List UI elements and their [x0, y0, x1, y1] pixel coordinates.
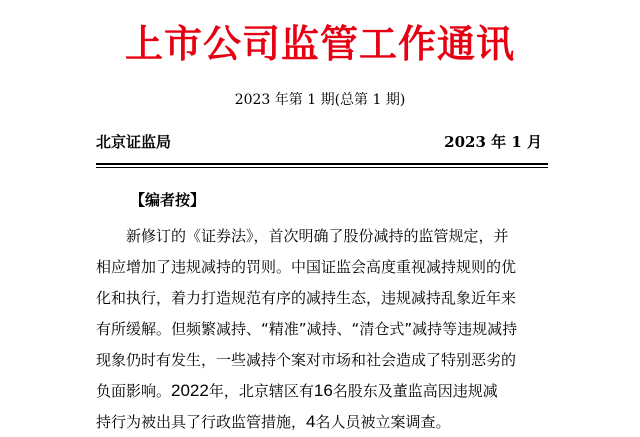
editor-note-heading: 【编者按】 — [130, 191, 206, 209]
issue-number: 2023 年第 1 期(总第 1 期) — [234, 92, 406, 108]
count-number: 4 — [306, 412, 316, 431]
body-text: 持行为被出具了行政监管措施， — [96, 413, 307, 431]
body-text: 名股东及董监高因违规减 — [332, 382, 498, 400]
issue-date: 2023 年 1 月 — [444, 133, 542, 151]
body-line: 有所缓解。但频繁减持、“精准”减持、“清仓式”减持等违规减持 — [96, 320, 518, 338]
header-divider-thin — [96, 167, 548, 168]
year-number: 2022 — [171, 381, 209, 400]
body-line: 现象仍时有发生，一些减持个案对市场和社会造成了特别恶劣的 — [96, 351, 517, 369]
count-number: 16 — [313, 381, 333, 400]
body-line: 新修订的《证券法》，首次明确了股份减持的监管规定，并 — [96, 227, 509, 245]
document-header — [96, 131, 548, 153]
header-divider-thick — [96, 163, 548, 165]
body-text: 负面影响。 — [96, 382, 172, 400]
body-text: 年，北京辖区有 — [208, 382, 314, 400]
body-line — [96, 412, 451, 432]
issuer-name: 北京证监局 — [96, 133, 172, 151]
body-line — [96, 381, 498, 401]
body-text: 名人员被立案调查。 — [315, 413, 451, 431]
body-line: 相应增加了违规减持的罚则。中国证监会高度重视减持规则的优 — [96, 258, 517, 276]
masthead-title: 上市公司监管工作通讯 — [124, 21, 515, 66]
body-line: 化和执行，着力打造规范有序的减持生态，违规减持乱象近年来 — [96, 289, 517, 307]
